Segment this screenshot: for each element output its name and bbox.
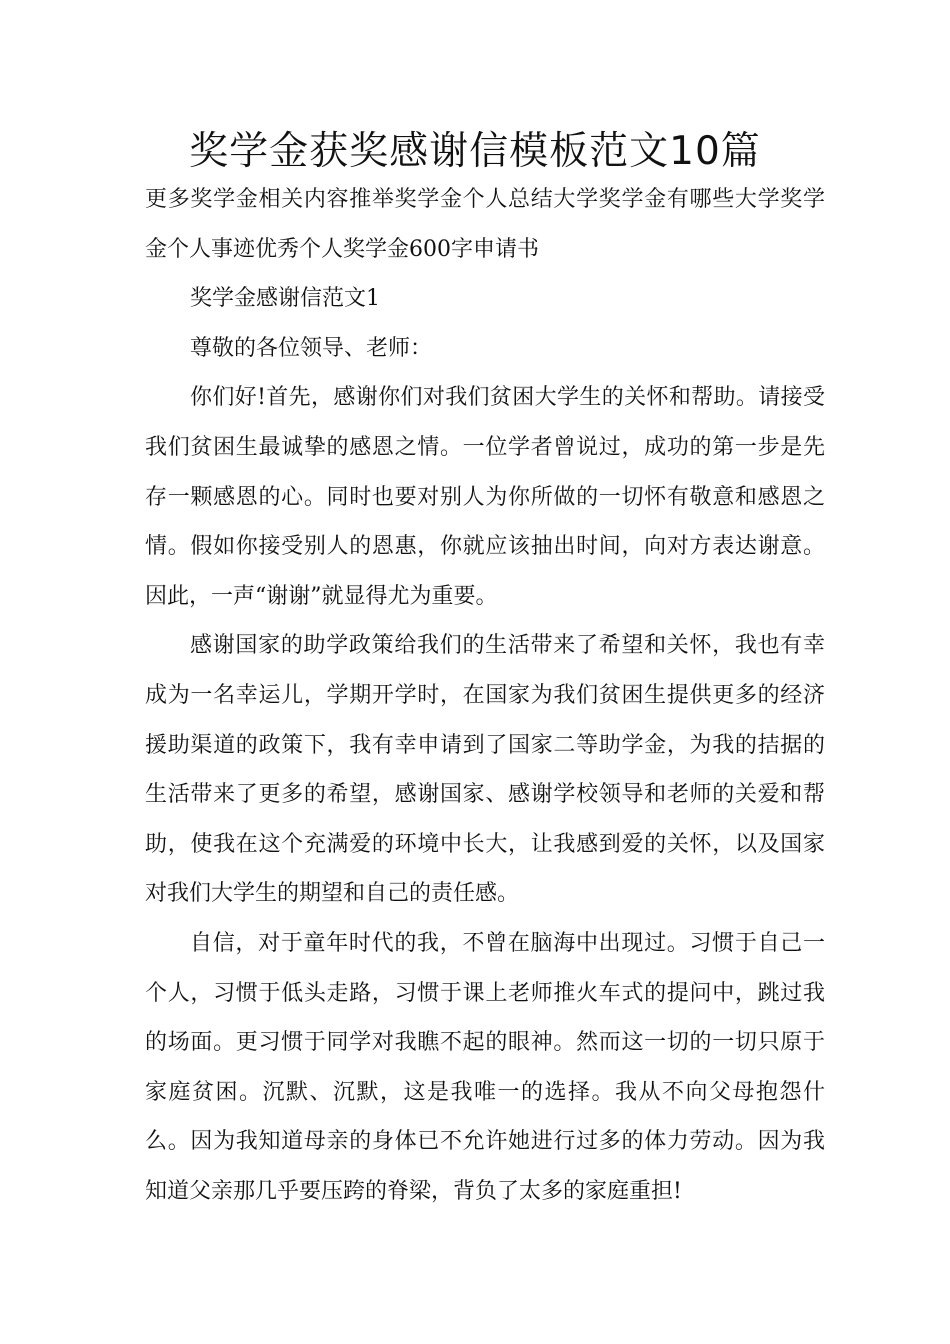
document-body [145,175,825,1216]
document-title: 奖学金获奖感谢信模板范文10篇 [189,129,761,174]
salutation: 尊敬的各位领导、老师： [190,335,433,361]
paragraph: 感谢国家的助学政策给我们的生活带来了希望和关怀，我也有幸成为一名幸运儿，学期开学时，在国家为我们贫困生提供更多的经济援助渠道的政策下，我有幸申请到了国家二等助学金，为我的拮据的生活带来了更多的希望，感谢国家、感谢学校领导和老师的关爱和帮助，使我在这个充满爱的环境中长大，让我感到爱的关怀，以及国家对我们大学生的期望和自己的责任感。 [145,633,825,907]
paragraph: 你们好!首先，感谢你们对我们贫困大学生的关怀和帮助。请接受我们贫困生最诚挚的感恩之情。一位学者曾说过，成功的第一步是先存一颗感恩的心。同时也要对别人为你所做的一切怀有敬意和感恩之情。假如你接受别人的恩惠，你就应该抽出时间，向对方表达谢意。因此，一声“谢谢”就显得尤为重要。 [145,385,825,609]
paragraph: 自信，对于童年时代的我，不曾在脑海中出现过。习惯于自己一个人，习惯于低头走路，习惯于课上老师推火车式的提问中，跳过我的场面。更习惯于同学对我瞧不起的眼神。然而这一切的一切只原于家庭贫困。沉默、沉默，这是我唯一的选择。我从不向父母抱怨什么。因为我知道母亲的身体已不允许她进行过多的体力劳动。因为我知道父亲那几乎要压跨的脊梁，背负了太多的家庭重担! [145,930,825,1204]
section-heading: 奖学金感谢信范文1 [190,286,380,312]
related-content-intro: 更多奖学金相关内容推举奖学金个人总结大学奖学金有哪些大学奖学金个人事迹优秀个人奖学金600字申请书 [145,187,825,262]
